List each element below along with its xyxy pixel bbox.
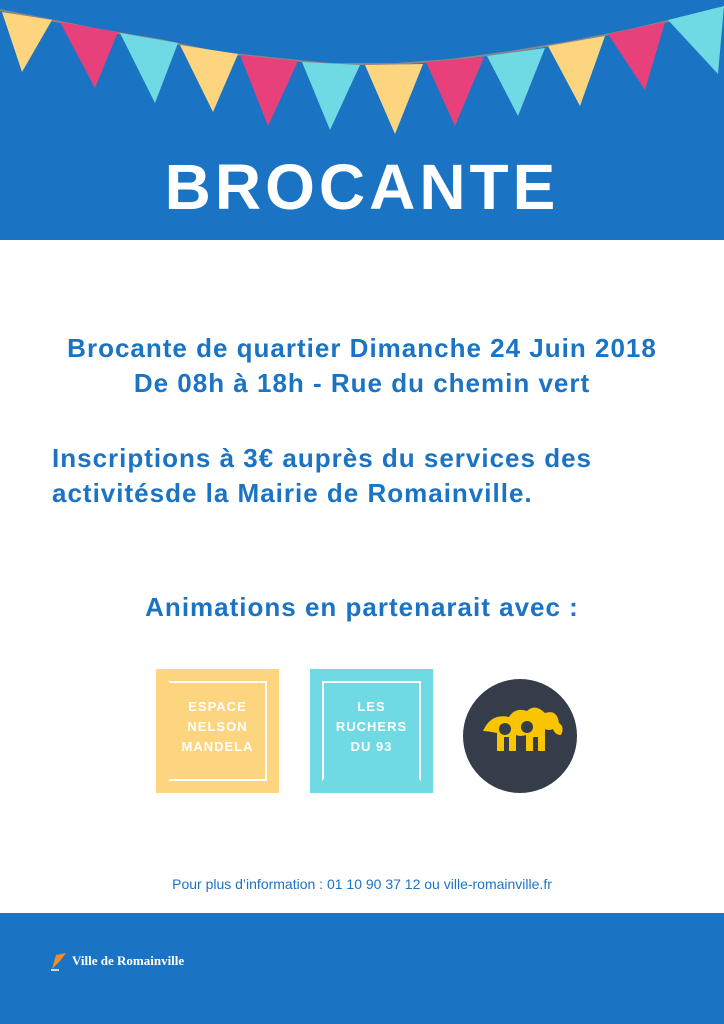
- flag-5: [240, 55, 298, 126]
- page-title: BROCANTE: [164, 151, 560, 223]
- footer-logo-text: Ville de Romainville: [72, 953, 185, 968]
- logo-nm-line2: NELSON: [187, 719, 248, 734]
- footer-logo: [50, 951, 184, 971]
- flag-4: [180, 45, 238, 112]
- espace-nelson-mandela-logo: [156, 669, 279, 793]
- logo-nm-line3: MANDELA: [181, 739, 254, 754]
- flag-8: [426, 57, 484, 126]
- logo-lr-line3: DU 93: [350, 739, 393, 754]
- event-date-line: Brocante de quartier Dimanche 24 Juin 2018: [67, 333, 657, 363]
- flag-1: [2, 12, 52, 72]
- bunting-icon: [0, 0, 724, 140]
- registration-line-1: Inscriptions à 3€ auprès du services des: [52, 443, 593, 473]
- logo-nm-line1: ESPACE: [188, 699, 247, 714]
- info-line: Pour plus d’information : 01 10 90 37 12 ou ville-romainville.fr: [172, 876, 552, 892]
- event-time-line: De 08h à 18h - Rue du chemin vert: [133, 368, 591, 398]
- flag-3: [120, 33, 178, 103]
- header-banner: [0, 0, 724, 240]
- elephant-logo-icon: [463, 679, 577, 793]
- flag-12: [668, 6, 724, 74]
- flag-7: [365, 64, 423, 134]
- registration-line-2: activitésde la Mairie de Romainville.: [52, 478, 533, 508]
- logo-lr-line1: LES: [357, 699, 386, 714]
- flag-6: [302, 62, 360, 130]
- flag-2: [60, 22, 118, 88]
- logo-lr-line2: RUCHERS: [335, 719, 408, 734]
- romainville-logo-icon: [50, 951, 68, 971]
- flag-10: [548, 36, 605, 106]
- flag-9: [487, 48, 545, 116]
- les-ruchers-du-93-logo: [310, 669, 433, 793]
- partners-heading: Animations en partenarait avec :: [145, 592, 579, 622]
